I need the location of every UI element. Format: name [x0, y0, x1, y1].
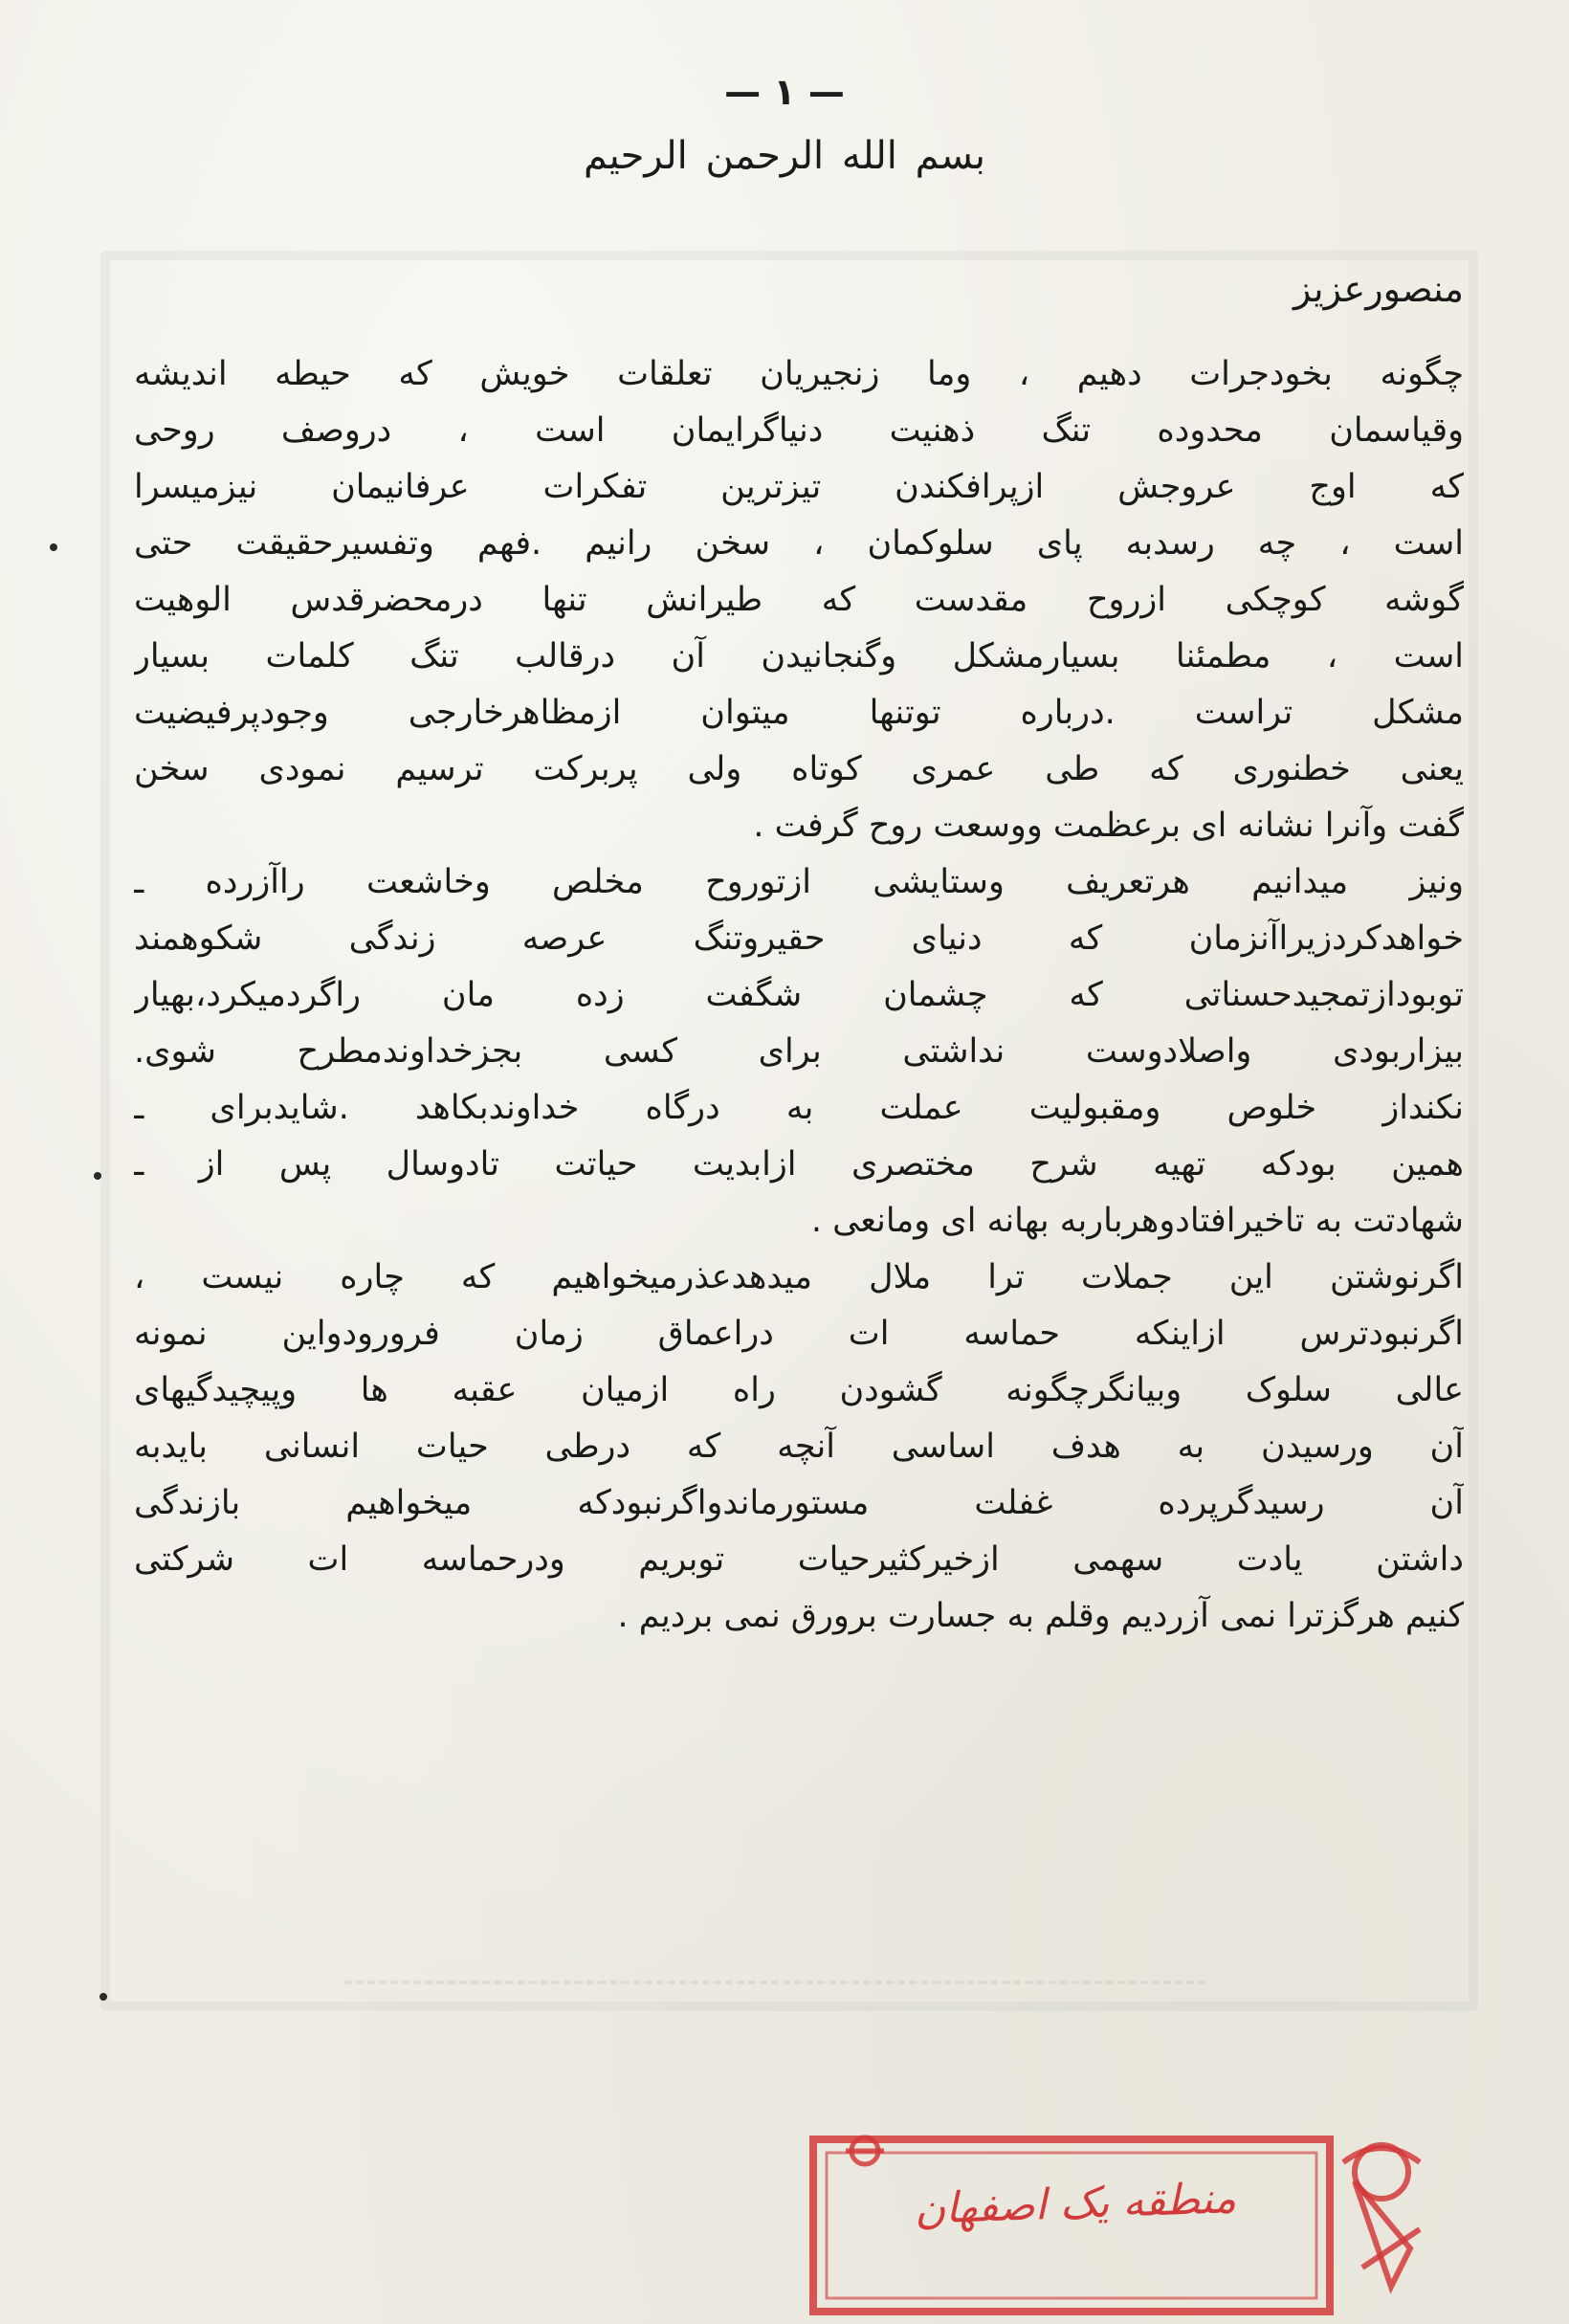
letter-line: آن رسیدگرپرده غفلت مستورماندواگرنبودکه میخواهیم بازندگی [134, 1484, 1464, 1522]
bleed-through-lines [344, 1981, 1205, 2023]
letter-line: داشتن یادت سهمی ازخیرکثیرحیات توبریم ودرحماسه ات شرکتی [134, 1540, 1464, 1579]
letter-line: گوشه کوچکی ازروح مقدست که طیرانش تنها درمحضرقدس الوهیت [134, 581, 1464, 619]
stamp-emblem-icon [1343, 2145, 1420, 2287]
letter-body [134, 346, 1464, 1645]
letter-line: همین بودکه تهیه شرح مختصری ازابدیت حیاتت تادوسال پس از ـ [134, 1145, 1464, 1184]
letter-line: شهادتت به تاخیرافتادوهرباربه بهانه ای ومانعی . [810, 1202, 1464, 1240]
stamp-text: منطقه یک اصفهان [914, 2174, 1237, 2234]
letter-line: که اوج عروجش ازپرافکندن تیزترین تفکرات عرفانیمان نیزمیسرا [134, 468, 1464, 506]
letter-line: خواهدکردزیراآنزمان که دنیای حقیروتنگ عرصه زندگی شکوهمند [134, 919, 1464, 958]
letter-line: آن ورسیدن به هدف اساسی آنچه که درطی حیات انسانی بایدبه [134, 1428, 1464, 1466]
page-number: — ١ — [724, 71, 845, 113]
letter-line: یعنی خطنوری که طی عمری کوتاه ولی پربرکت ترسیم نمودی سخن [134, 750, 1464, 788]
letter-line: نکنداز خلوص ومقبولیت عملت به درگاه خداوندبکاهد .شایدبرای ـ [134, 1089, 1464, 1127]
letter-line: وقیاسمان محدوده تنگ ذهنیت دنیاگرایمان است ، دروصف روحی [134, 411, 1464, 450]
letter-line: اگرنبودترس ازاینکه حماسه ات دراعماق زمان فرورودواین نمونه [134, 1315, 1464, 1353]
bismillah-heading: بسم الله الرحمن الرحیم [583, 134, 986, 178]
letter-line: گفت وآنرا نشانه ای برعظمت ووسعت روح گرفت . [753, 807, 1464, 845]
letter-line: چگونه بخودجرات دهیم ، وما زنجیریان تعلقات خویش که حیطه اندیشه [134, 355, 1464, 393]
salutation: منصورعزیز [1293, 268, 1464, 310]
letter-line: توبودازتمجیدحسناتی که چشمان شگفت زده مان راگردمیکرد،بهیار [134, 976, 1464, 1014]
letter-line: مشکل تراست .درباره توتنها میتوان ازمظاهرخارجی وجودپرفیضیت [134, 694, 1464, 732]
paper-speck [50, 543, 57, 551]
letter-line: عالی سلوک وبیانگرچگونه گشودن راه ازمیان عقبه ها وپیچیدگیهای [134, 1371, 1464, 1409]
letter-line: کنیم هرگزترا نمی آزردیم وقلم به جسارت برورق نمی بردیم . [617, 1597, 1464, 1635]
letter-line: است ، مطمئنا بسیارمشکل وگنجانیدن آن درقالب تنگ کلمات بسیار [134, 637, 1464, 675]
letter-line: اگرنوشتن این جملات ترا ملال میدهدعذرمیخواهیم که چاره نیست ، [134, 1258, 1464, 1296]
paper-speck [94, 1172, 101, 1180]
red-stamp [807, 2134, 1429, 2315]
paper-speck [99, 1993, 107, 2001]
letter-line: ونیز میدانیم هرتعریف وستایشی ازتوروح مخلص وخاشعت راآزرده ـ [134, 863, 1464, 901]
letter-line: است ، چه رسدبه پای سلوکمان ، سخن رانیم .فهم وتفسیرحقیقت حتی [134, 524, 1464, 563]
letter-line: بیزاربودی واصلادوست نداشتی برای کسی بجزخداوندمطرح شوی. [134, 1032, 1464, 1071]
